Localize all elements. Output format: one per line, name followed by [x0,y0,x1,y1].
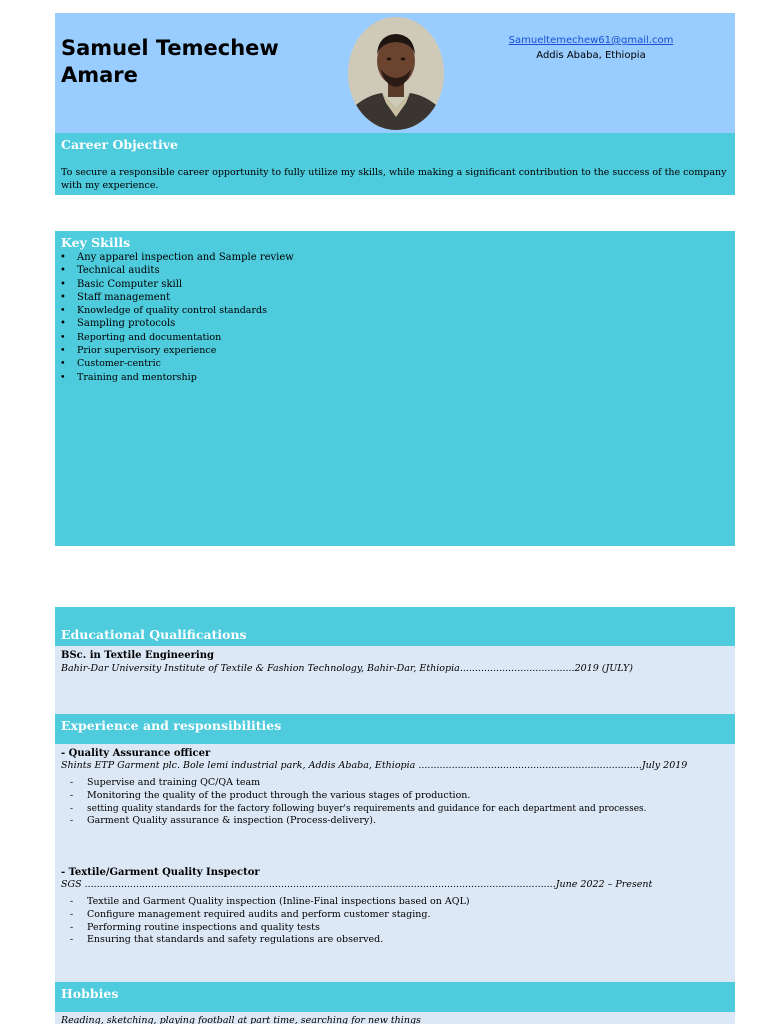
skill-item: • Training and mentorship [55,371,725,384]
key-skills-section [55,231,735,546]
skill-item: • Sampling protocols [55,317,725,330]
location-text: Addis Ababa, Ethiopia [536,50,646,61]
profile-photo [348,17,444,130]
degree-school: Bahir-Dar University Institute of Textile & Fashion Technology, Bahir-Dar, Ethiopia......................................2019 (JULY) [61,663,633,674]
experience-title: Experience and responsibilities [61,718,282,733]
hobbies-header [55,982,735,1012]
duty-item: - Configure management required audits and perform customer staging. [55,909,735,922]
key-skills-list [55,251,725,384]
hobbies-title: Hobbies [61,986,119,1001]
duty-item: - setting quality standards for the factory following buyer's requirements and guidance for each department and processes. [55,803,735,816]
contact-info [473,33,709,63]
job-duties-list [55,777,735,828]
skill-item: • Knowledge of quality control standards [55,304,725,317]
duty-item: - Monitoring the quality of the product through the various stages of production. [55,790,735,803]
experience-header [55,714,735,744]
person-photo-icon [348,17,444,130]
email-link[interactable]: Samueltemechew61@gmail.com [508,35,674,46]
job-company: SGS ............................................................................................................................................................June 2022 – Present [61,879,653,890]
hobbies-content [55,1012,735,1024]
career-objective-title: Career Objective [61,137,178,152]
skill-item: • Any apparel inspection and Sample review [55,251,725,264]
hobbies-text: Reading, sketching, playing football at part time, searching for new things [61,1015,421,1024]
candidate-name-line1: Samuel Temechew [61,36,279,60]
career-objective-text: To secure a responsible career opportunity to fully utilize my skills, while making a significant contribution to the success of the company with my experience. [61,167,727,191]
duty-item: - Performing routine inspections and quality tests [55,922,735,935]
education-content [55,646,735,714]
career-objective-section [55,133,735,195]
job-title: - Quality Assurance officer [61,748,211,759]
resume-header [55,13,735,133]
skill-item: • Staff management [55,291,725,304]
job-company: Shints ETP Garment plc. Bole lemi industrial park, Addis Ababa, Ethiopia ..........................................................................July 2019 [61,760,688,771]
skill-item: • Technical audits [55,264,725,277]
candidate-name [61,35,331,89]
job-title: - Textile/Garment Quality Inspector [61,867,260,878]
skill-item: • Basic Computer skill [55,278,725,291]
duty-item: - Supervise and training QC/QA team [55,777,735,790]
education-header [55,607,735,646]
degree-title: BSc. in Textile Engineering [61,650,214,661]
job-duties-list [55,896,735,947]
duty-item: - Garment Quality assurance & inspection (Process-delivery). [55,815,735,828]
skill-item: • Prior supervisory experience [55,344,725,357]
skill-item: • Customer-centric [55,357,725,370]
candidate-name-line2: Amare [61,63,138,87]
duty-item: - Textile and Garment Quality inspection (Inline-Final inspections based on AQL) [55,896,735,909]
skill-item: • Reporting and documentation [55,331,725,344]
duty-item: - Ensuring that standards and safety regulations are observed. [55,934,735,947]
key-skills-title: Key Skills [61,235,131,250]
experience-content [55,744,735,982]
education-title: Educational Qualifications [61,627,247,642]
